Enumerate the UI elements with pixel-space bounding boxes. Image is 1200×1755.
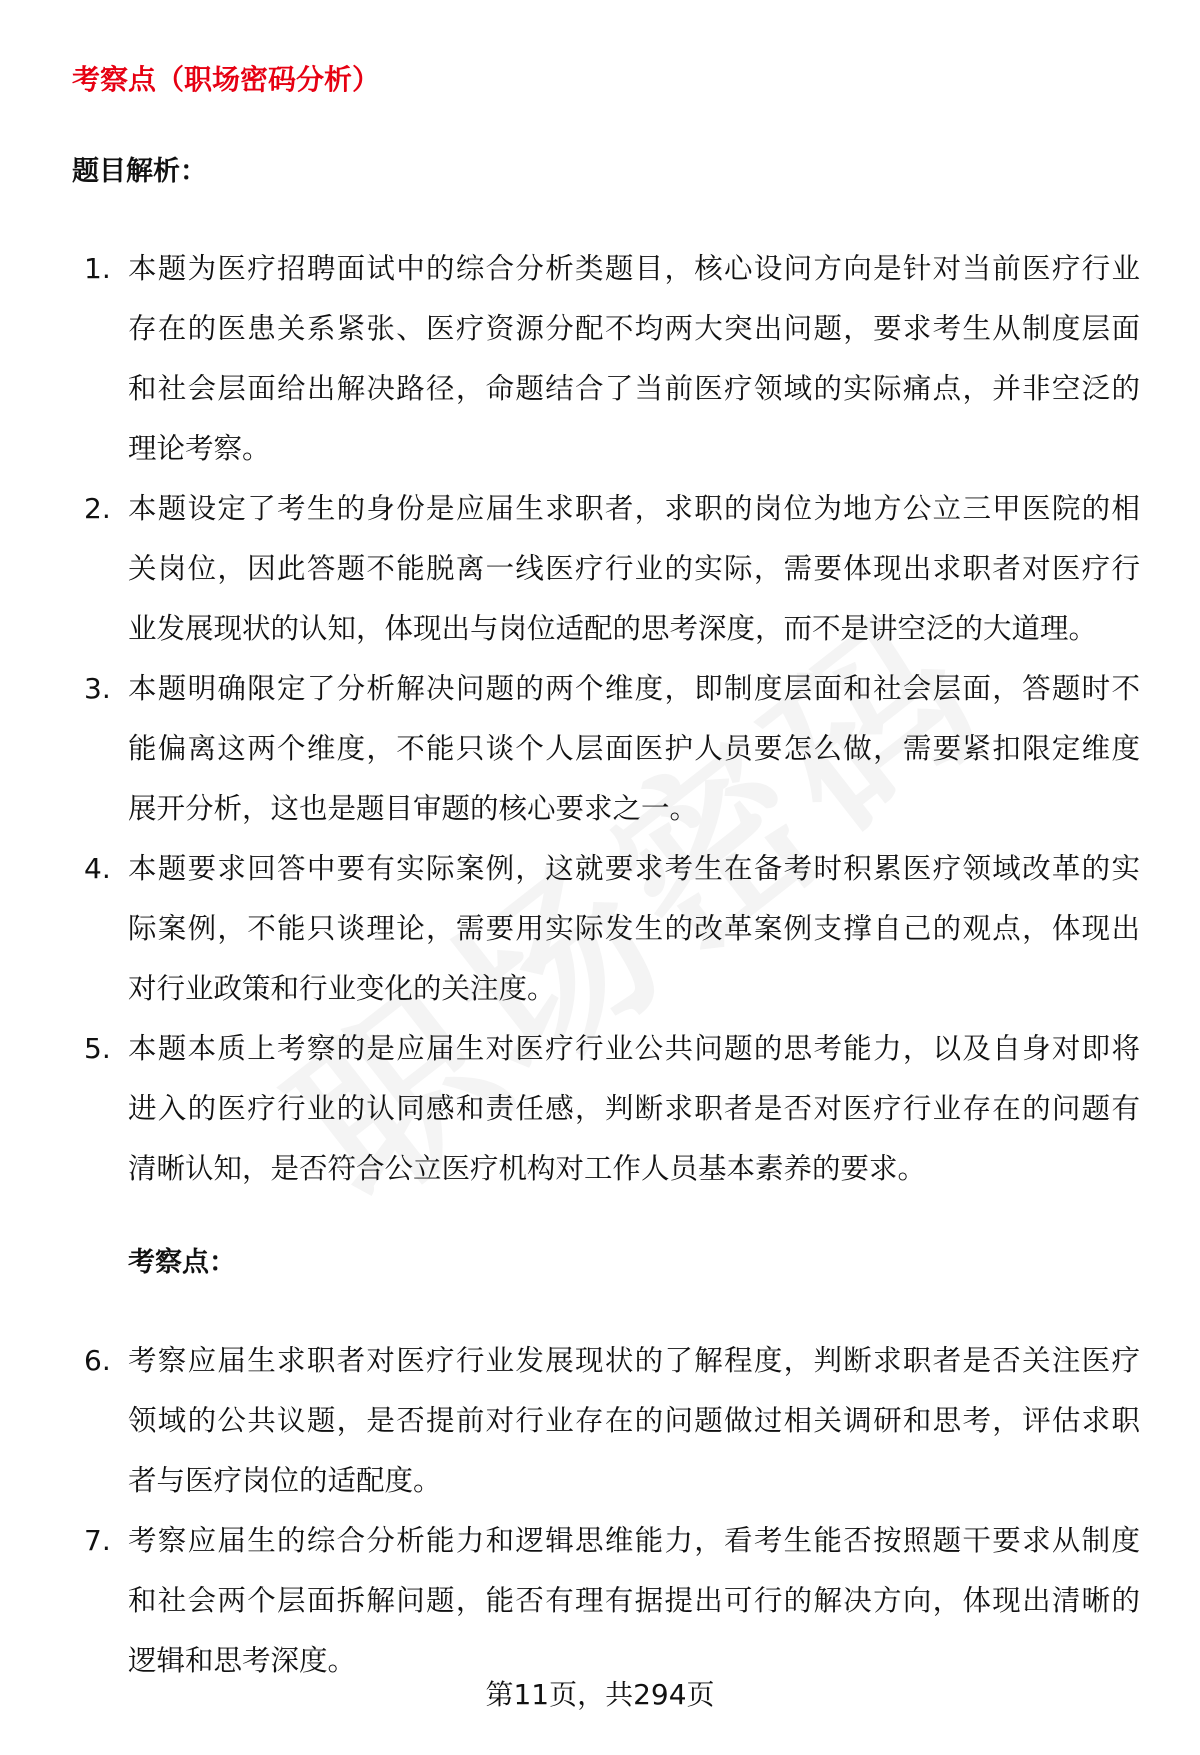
list-item-text-line: 业发展现状的认知，体现出与岗位适配的思考深度，而不是讲空泛的大道理。	[128, 612, 1098, 645]
list-item-number: 7.	[84, 1524, 111, 1557]
list-item-text-line: 能偏离这两个维度，不能只谈个人层面医护人员要怎么做，需要紧扣限定维度	[128, 732, 1140, 765]
list-item-number: 1.	[84, 252, 111, 285]
list-item-text-line: 领域的公共议题，是否提前对行业存在的问题做过相关调研和思考，评估求职	[128, 1404, 1140, 1437]
list-item-text-line: 本题为医疗招聘面试中的综合分析类题目，核心设问方向是针对当前医疗行业	[128, 252, 1140, 285]
list-item-text-line: 本题设定了考生的身份是应届生求职者，求职的岗位为地方公立三甲医院的相	[128, 492, 1140, 525]
list-item	[0, 839, 1200, 1019]
page-title: 考察点（职场密码分析）	[72, 63, 381, 96]
list-item-number: 4.	[84, 852, 111, 885]
list-item-text-line: 对行业政策和行业变化的关注度。	[128, 972, 556, 1005]
list-item-text-line: 和社会两个层面拆解问题，能否有理有据提出可行的解决方向，体现出清晰的	[128, 1584, 1140, 1617]
list-item-text-line: 考察应届生求职者对医疗行业发展现状的了解程度，判断求职者是否关注医疗	[128, 1344, 1140, 1377]
points-list	[0, 1331, 1200, 1691]
list-item-text-line: 考察应届生的综合分析能力和逻辑思维能力，看考生能否按照题干要求从制度	[128, 1524, 1140, 1557]
analysis-list	[0, 239, 1200, 1199]
list-item	[0, 479, 1200, 659]
list-item	[0, 1511, 1200, 1691]
list-item-text-line: 本题要求回答中要有实际案例，这就要求考生在备考时积累医疗领域改革的实	[128, 852, 1140, 885]
list-item-text-line: 清晰认知，是否符合公立医疗机构对工作人员基本素养的要求。	[128, 1152, 927, 1185]
section-heading-analysis: 题目解析：	[72, 156, 207, 187]
list-item	[0, 1331, 1200, 1511]
list-item-text-line: 际案例，不能只谈理论，需要用实际发生的改革案例支撑自己的观点，体现出	[128, 912, 1140, 945]
list-item-text-line: 关岗位，因此答题不能脱离一线医疗行业的实际，需要体现出求职者对医疗行	[128, 552, 1140, 585]
list-item-text-line: 本题明确限定了分析解决问题的两个维度，即制度层面和社会层面，答题时不	[128, 672, 1140, 705]
page-number: 第11页，共294页	[485, 1678, 715, 1711]
list-item-text-line: 存在的医患关系紧张、医疗资源分配不均两大突出问题，要求考生从制度层面	[128, 312, 1140, 345]
list-item	[0, 1019, 1200, 1199]
list-item	[0, 659, 1200, 839]
list-item-number: 5.	[84, 1032, 111, 1065]
list-item-number: 6.	[84, 1344, 111, 1377]
list-item-text-line: 进入的医疗行业的认同感和责任感，判断求职者是否对医疗行业存在的问题有	[128, 1092, 1140, 1125]
list-item-text-line: 者与医疗岗位的适配度。	[128, 1464, 442, 1497]
list-item-text-line: 和社会层面给出解决路径，命题结合了当前医疗领域的实际痛点，并非空泛的	[128, 372, 1140, 405]
list-item-text-line: 逻辑和思考深度。	[128, 1644, 357, 1677]
list-item-text-line: 理论考察。	[128, 432, 271, 465]
list-item-number: 3.	[84, 672, 111, 705]
list-item-text-line: 本题本质上考察的是应届生对医疗行业公共问题的思考能力，以及自身对即将	[128, 1032, 1140, 1065]
list-item	[0, 239, 1200, 479]
list-item-number: 2.	[84, 492, 111, 525]
list-item-text-line: 展开分析，这也是题目审题的核心要求之一。	[128, 792, 699, 825]
section-heading-points: 考察点：	[128, 1247, 236, 1278]
